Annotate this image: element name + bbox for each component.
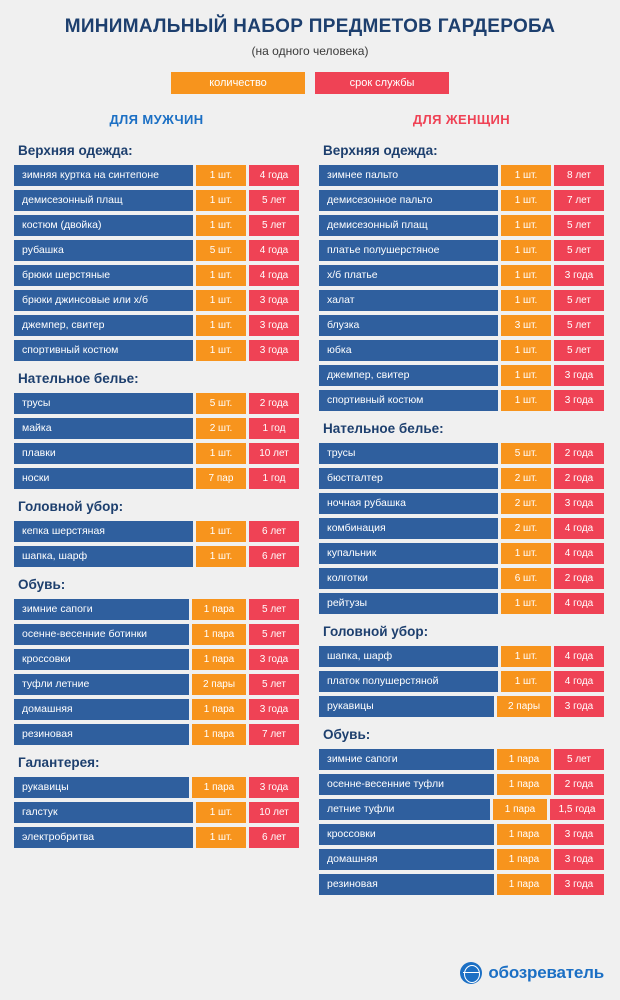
item-quantity: 1 шт. [196, 802, 246, 823]
item-quantity: 1 шт. [196, 546, 246, 567]
item-quantity: 1 шт. [501, 593, 551, 614]
item-name: джемпер, свитер [14, 315, 193, 336]
legend-lifetime: срок службы [315, 72, 449, 94]
item-name: х/б платье [319, 265, 498, 286]
women-section-title: Верхняя одежда: [323, 143, 438, 158]
item-quantity: 1 пара [497, 749, 551, 770]
item-name: домашняя [14, 699, 189, 720]
item-quantity: 1 пара [192, 699, 246, 720]
item-name: блузка [319, 315, 498, 336]
item-quantity: 1 шт. [501, 671, 551, 692]
item-quantity: 1 шт. [501, 240, 551, 261]
item-name: трусы [319, 443, 498, 464]
table-row [319, 696, 604, 717]
item-lifetime: 5 лет [554, 749, 604, 770]
item-quantity: 1 шт. [196, 443, 246, 464]
item-quantity: 1 пара [192, 777, 246, 798]
brand-name: обозреватель [488, 963, 604, 982]
table-row [319, 543, 604, 564]
item-name: майка [14, 418, 193, 439]
item-name: халат [319, 290, 498, 311]
table-row [14, 215, 299, 236]
item-name: ночная рубашка [319, 493, 498, 514]
item-quantity: 1 шт. [501, 190, 551, 211]
item-lifetime: 4 года [249, 165, 299, 186]
item-name: туфли летние [14, 674, 189, 695]
item-quantity: 1 шт. [196, 521, 246, 542]
table-row [14, 240, 299, 261]
item-quantity: 1 шт. [501, 543, 551, 564]
item-name: кроссовки [14, 649, 189, 670]
item-quantity: 2 шт. [501, 493, 551, 514]
table-row [319, 340, 604, 361]
item-quantity: 1 шт. [501, 390, 551, 411]
item-name: бюстгалтер [319, 468, 498, 489]
table-row [319, 240, 604, 261]
item-quantity: 1 шт. [196, 190, 246, 211]
item-quantity: 1 шт. [501, 290, 551, 311]
table-row [14, 827, 299, 848]
item-name: спортивный костюм [14, 340, 193, 361]
item-quantity: 5 шт. [196, 393, 246, 414]
item-lifetime: 3 года [554, 493, 604, 514]
item-quantity: 1 шт. [501, 215, 551, 236]
table-row [319, 215, 604, 236]
item-lifetime: 5 лет [554, 215, 604, 236]
item-lifetime: 4 года [554, 671, 604, 692]
item-lifetime: 5 лет [249, 674, 299, 695]
women-section-title: Головной убор: [323, 624, 429, 639]
table-row [14, 418, 299, 439]
item-lifetime: 4 года [554, 646, 604, 667]
item-name: рукавицы [14, 777, 189, 798]
item-quantity: 1 шт. [501, 646, 551, 667]
table-row [319, 390, 604, 411]
item-name: купальник [319, 543, 498, 564]
table-row [319, 443, 604, 464]
item-lifetime: 6 лет [249, 827, 299, 848]
item-name: платок полушерстяной [319, 671, 498, 692]
table-row [14, 649, 299, 670]
item-name: юбка [319, 340, 498, 361]
table-row [319, 568, 604, 589]
men-section-title: Галантерея: [18, 755, 100, 770]
table-row [319, 493, 604, 514]
item-lifetime: 3 года [249, 315, 299, 336]
item-name: колготки [319, 568, 498, 589]
item-quantity: 1 шт. [501, 265, 551, 286]
table-row [319, 749, 604, 770]
women-heading: ДЛЯ ЖЕНЩИН [412, 112, 511, 127]
item-quantity: 1 шт. [501, 365, 551, 386]
item-quantity: 2 шт. [501, 468, 551, 489]
item-quantity: 1 шт. [196, 827, 246, 848]
item-lifetime: 5 лет [554, 340, 604, 361]
table-row [319, 874, 604, 895]
table-row [319, 671, 604, 692]
item-quantity: 2 шт. [501, 518, 551, 539]
item-lifetime: 5 лет [249, 599, 299, 620]
item-lifetime: 3 года [554, 390, 604, 411]
item-name: костюм (двойка) [14, 215, 193, 236]
item-name: зимняя куртка на синтепоне [14, 165, 193, 186]
item-name: рукавицы [319, 696, 494, 717]
item-lifetime: 3 года [249, 777, 299, 798]
item-name: джемпер, свитер [319, 365, 498, 386]
table-row [14, 599, 299, 620]
table-row [14, 393, 299, 414]
men-section-title: Верхняя одежда: [18, 143, 133, 158]
table-row [14, 468, 299, 489]
item-quantity: 1 пара [497, 849, 551, 870]
item-quantity: 1 шт. [196, 265, 246, 286]
item-lifetime: 4 года [249, 240, 299, 261]
table-row [319, 190, 604, 211]
item-name: рубашка [14, 240, 193, 261]
item-name: кепка шерстяная [14, 521, 193, 542]
table-row [319, 518, 604, 539]
legend-quantity: количество [171, 72, 305, 94]
item-lifetime: 3 года [554, 265, 604, 286]
item-quantity: 2 пары [192, 674, 246, 695]
item-name: резиновая [14, 724, 189, 745]
item-quantity: 1 шт. [196, 340, 246, 361]
item-lifetime: 7 лет [554, 190, 604, 211]
item-name: шапка, шарф [319, 646, 498, 667]
table-row [14, 340, 299, 361]
table-row [14, 724, 299, 745]
item-quantity: 2 пары [497, 696, 551, 717]
item-name: резиновая [319, 874, 494, 895]
table-row [319, 468, 604, 489]
item-lifetime: 4 года [249, 265, 299, 286]
table-row [14, 290, 299, 311]
item-lifetime: 1,5 года [550, 799, 604, 820]
item-quantity: 1 пара [497, 774, 551, 795]
item-quantity: 1 пара [192, 724, 246, 745]
item-quantity: 1 шт. [196, 165, 246, 186]
item-name: осенне-весенние туфли [319, 774, 494, 795]
page-subtitle: (на одного человека) [251, 44, 369, 58]
item-quantity: 1 шт. [501, 165, 551, 186]
item-quantity: 2 шт. [196, 418, 246, 439]
item-name: шапка, шарф [14, 546, 193, 567]
item-lifetime: 3 года [249, 340, 299, 361]
table-row [14, 190, 299, 211]
item-lifetime: 3 года [554, 365, 604, 386]
footer-brand [460, 962, 604, 984]
item-quantity: 7 пар [196, 468, 246, 489]
item-name: брюки шерстяные [14, 265, 193, 286]
item-quantity: 1 пара [192, 624, 246, 645]
table-row [14, 521, 299, 542]
item-quantity: 1 пара [192, 649, 246, 670]
item-lifetime: 4 года [554, 518, 604, 539]
item-lifetime: 5 лет [554, 315, 604, 336]
item-name: зимние сапоги [319, 749, 494, 770]
table-row [319, 265, 604, 286]
item-lifetime: 3 года [554, 824, 604, 845]
table-row [14, 443, 299, 464]
item-name: кроссовки [319, 824, 494, 845]
item-lifetime: 1 год [249, 418, 299, 439]
item-lifetime: 5 лет [249, 215, 299, 236]
item-lifetime: 2 года [554, 774, 604, 795]
item-name: демисезонный плащ [14, 190, 193, 211]
men-section-title: Нательное белье: [18, 371, 139, 386]
item-lifetime: 2 года [249, 393, 299, 414]
item-quantity: 1 шт. [196, 315, 246, 336]
item-lifetime: 2 года [554, 468, 604, 489]
item-lifetime: 4 года [554, 543, 604, 564]
item-name: носки [14, 468, 193, 489]
item-name: трусы [14, 393, 193, 414]
men-column [14, 112, 299, 899]
item-lifetime: 8 лет [554, 165, 604, 186]
item-lifetime: 7 лет [249, 724, 299, 745]
item-name: комбинация [319, 518, 498, 539]
item-quantity: 1 пара [192, 599, 246, 620]
item-name: брюки джинсовые или х/б [14, 290, 193, 311]
item-quantity: 5 шт. [501, 443, 551, 464]
item-name: зимние сапоги [14, 599, 189, 620]
item-lifetime: 5 лет [249, 190, 299, 211]
men-heading: ДЛЯ МУЖЧИН [109, 112, 204, 127]
item-lifetime: 6 лет [249, 521, 299, 542]
table-row [319, 774, 604, 795]
columns-container [0, 112, 620, 899]
item-lifetime: 3 года [554, 874, 604, 895]
men-section-title: Обувь: [18, 577, 66, 592]
item-quantity: 3 шт. [501, 315, 551, 336]
item-name: летние туфли [319, 799, 490, 820]
table-row [319, 165, 604, 186]
item-lifetime: 6 лет [249, 546, 299, 567]
item-lifetime: 2 года [554, 443, 604, 464]
item-quantity: 1 пара [493, 799, 547, 820]
item-quantity: 6 шт. [501, 568, 551, 589]
men-section-title: Головной убор: [18, 499, 124, 514]
table-row [319, 290, 604, 311]
item-quantity: 5 шт. [196, 240, 246, 261]
item-name: зимнее пальто [319, 165, 498, 186]
table-row [14, 265, 299, 286]
table-row [14, 165, 299, 186]
men-sections [14, 143, 299, 848]
item-lifetime: 5 лет [554, 240, 604, 261]
table-row [14, 546, 299, 567]
item-quantity: 1 пара [497, 824, 551, 845]
item-name: осенне-весенние ботинки [14, 624, 189, 645]
legend [0, 72, 620, 94]
item-name: домашняя [319, 849, 494, 870]
item-name: галстук [14, 802, 193, 823]
table-row [14, 699, 299, 720]
item-quantity: 1 шт. [196, 290, 246, 311]
table-row [14, 777, 299, 798]
table-row [319, 824, 604, 845]
table-row [14, 624, 299, 645]
table-row [319, 593, 604, 614]
item-quantity: 1 шт. [501, 340, 551, 361]
item-lifetime: 3 года [249, 699, 299, 720]
women-column [319, 112, 604, 899]
item-lifetime: 3 года [249, 290, 299, 311]
women-section-title: Нательное белье: [323, 421, 444, 436]
item-name: электробритва [14, 827, 193, 848]
item-name: демисезонный плащ [319, 215, 498, 236]
globe-icon [460, 962, 482, 984]
item-quantity: 1 шт. [196, 215, 246, 236]
table-row [319, 315, 604, 336]
women-section-title: Обувь: [323, 727, 371, 742]
item-lifetime: 3 года [554, 849, 604, 870]
table-row [14, 315, 299, 336]
table-row [319, 365, 604, 386]
item-lifetime: 3 года [249, 649, 299, 670]
item-lifetime: 2 года [554, 568, 604, 589]
item-lifetime: 3 года [554, 696, 604, 717]
item-lifetime: 5 лет [554, 290, 604, 311]
item-name: рейтузы [319, 593, 498, 614]
item-name: демисезонное пальто [319, 190, 498, 211]
table-row [14, 802, 299, 823]
item-lifetime: 1 год [249, 468, 299, 489]
item-lifetime: 4 года [554, 593, 604, 614]
item-name: плавки [14, 443, 193, 464]
item-lifetime: 10 лет [249, 443, 299, 464]
table-row [319, 799, 604, 820]
table-row [319, 646, 604, 667]
item-quantity: 1 пара [497, 874, 551, 895]
item-lifetime: 5 лет [249, 624, 299, 645]
page-title: МИНИМАЛЬНЫЙ НАБОР ПРЕДМЕТОВ ГАРДЕРОБА [64, 16, 556, 37]
women-sections [319, 143, 604, 895]
item-name: платье полушерстяное [319, 240, 498, 261]
table-row [319, 849, 604, 870]
item-name: спортивный костюм [319, 390, 498, 411]
table-row [14, 674, 299, 695]
item-lifetime: 10 лет [249, 802, 299, 823]
